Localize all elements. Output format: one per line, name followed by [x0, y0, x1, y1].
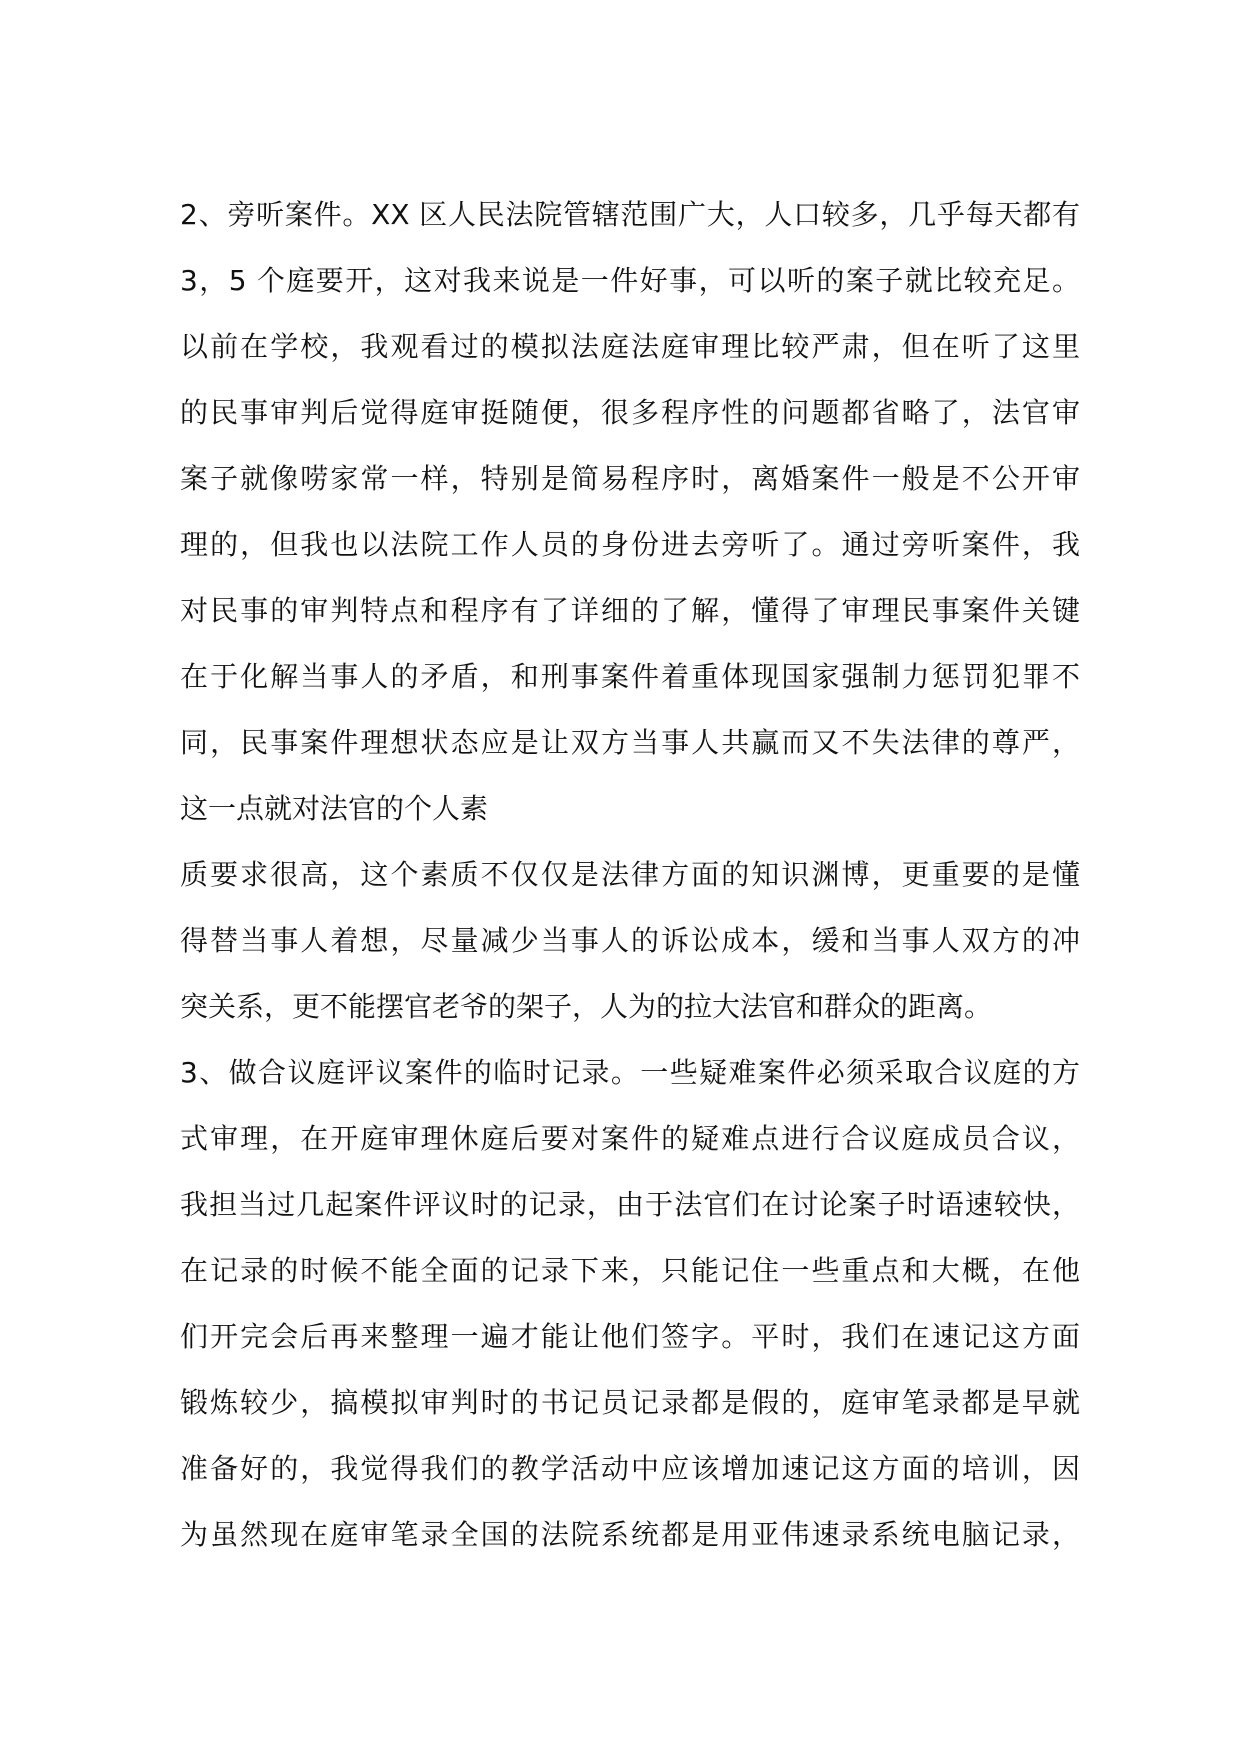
- text-line: 理的，但我也以法院工作人员的身份进去旁听了。通过旁听案件，我: [180, 528, 1080, 561]
- text-line: 案子就像唠家常一样，特别是简易程序时，离婚案件一般是不公开审: [180, 462, 1080, 495]
- text-line: 在于化解当事人的矛盾，和刑事案件着重体现国家强制力惩罚犯罪不: [180, 660, 1080, 693]
- text-line: 式审理，在开庭审理休庭后要对案件的疑难点进行合议庭成员合议，: [180, 1122, 1080, 1155]
- text-line: 在记录的时候不能全面的记录下来，只能记住一些重点和大概，在他: [180, 1254, 1080, 1287]
- text-line: 准备好的，我觉得我们的教学活动中应该增加速记这方面的培训，因: [180, 1452, 1080, 1485]
- text-line: 我担当过几起案件评议时的记录，由于法官们在讨论案子时语速较快，: [180, 1188, 1080, 1221]
- text-line: 同，民事案件理想状态应是让双方当事人共赢而又不失法律的尊严，: [180, 726, 1080, 759]
- text-line: 这一点就对法官的个人素: [180, 792, 489, 825]
- text-line: 为虽然现在庭审笔录全国的法院系统都是用亚伟速录系统电脑记录，: [180, 1518, 1080, 1551]
- text-line: 2、旁听案件。XX 区人民法院管辖范围广大，人口较多，几乎每天都有: [180, 198, 1080, 231]
- body-text: [180, 182, 1080, 1568]
- text-line: 们开完会后再来整理一遍才能让他们签字。平时，我们在速记这方面: [180, 1320, 1080, 1353]
- text-line: 突关系，更不能摆官老爷的架子，人为的拉大法官和群众的距离。: [180, 990, 993, 1023]
- text-line: 质要求很高，这个素质不仅仅是法律方面的知识渊博，更重要的是懂: [180, 858, 1080, 891]
- text-line: 3，5 个庭要开，这对我来说是一件好事，可以听的案子就比较充足。: [180, 264, 1080, 297]
- text-line: 以前在学校，我观看过的模拟法庭法庭审理比较严肃，但在听了这里: [180, 330, 1080, 363]
- text-line: 锻炼较少，搞模拟审判时的书记员记录都是假的，庭审笔录都是早就: [180, 1386, 1080, 1419]
- text-line: 3、做合议庭评议案件的临时记录。一些疑难案件必须采取合议庭的方: [180, 1056, 1080, 1089]
- text-line: 得替当事人着想，尽量减少当事人的诉讼成本，缓和当事人双方的冲: [180, 924, 1080, 957]
- text-line: 对民事的审判特点和程序有了详细的了解，懂得了审理民事案件关键: [180, 594, 1080, 627]
- text-line: 的民事审判后觉得庭审挺随便，很多程序性的问题都省略了，法官审: [180, 396, 1080, 429]
